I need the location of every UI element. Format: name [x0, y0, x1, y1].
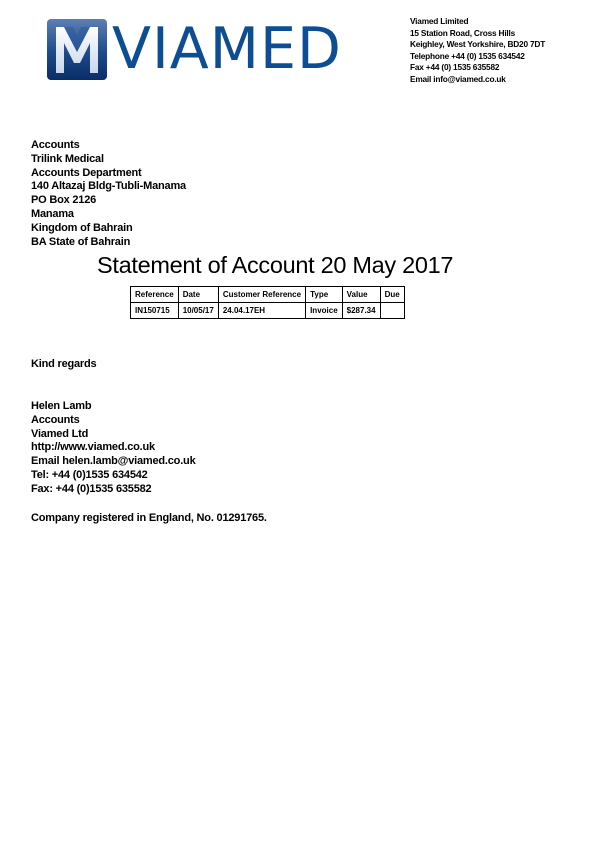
company-address-block — [410, 16, 545, 86]
company-telephone: Telephone +44 (0) 1535 634542 — [410, 50, 525, 61]
table-header-row — [131, 287, 405, 303]
signature-department: Accounts — [31, 413, 80, 426]
signature-name: Helen Lamb — [31, 400, 92, 412]
recipient-line: 140 Altazaj Bldg-Tubli-Manama — [31, 180, 186, 193]
recipient-line: Trilink Medical — [31, 152, 104, 165]
col-reference: Reference — [131, 287, 179, 303]
viamed-logo-mark — [47, 19, 107, 85]
col-type: Type — [306, 287, 343, 303]
recipient-line: Kingdom of Bahrain — [31, 221, 133, 234]
company-fax: Fax +44 (0) 1535 635582 — [410, 62, 500, 73]
signature-website: http://www.viamed.co.uk — [31, 441, 155, 454]
cell-due — [380, 303, 404, 319]
company-email: Email info@viamed.co.uk — [410, 73, 506, 84]
signature-email: Email helen.lamb@viamed.co.uk — [31, 455, 196, 468]
recipient-line: Accounts Department — [31, 166, 142, 179]
statement-table — [130, 286, 405, 319]
company-name: Viamed Limited — [410, 16, 469, 26]
col-customer-reference: Customer Reference — [218, 287, 305, 303]
signature-block — [31, 400, 196, 497]
col-due: Due — [380, 287, 404, 303]
recipient-line: Manama — [31, 207, 74, 220]
cell-value: $287.34 — [342, 303, 380, 319]
cell-date: 10/05/17 — [178, 303, 218, 319]
signature-telephone: Tel: +44 (0)1535 634542 — [31, 468, 148, 481]
closing-text: Kind regards — [31, 358, 97, 370]
cell-customer-reference: 24.04.17EH — [218, 303, 305, 319]
col-date: Date — [178, 287, 218, 303]
statement-title: Statement of Account 20 May 2017 — [97, 252, 454, 278]
recipient-line: PO Box 2126 — [31, 194, 97, 207]
signature-company: Viamed Ltd — [31, 427, 89, 440]
viamed-logo-text: VIAMED — [112, 16, 342, 82]
recipient-line: Accounts — [31, 139, 80, 151]
col-value: Value — [342, 287, 380, 303]
company-town: Keighley, West Yorkshire, BD20 7DT — [410, 39, 546, 50]
cell-reference: IN150715 — [131, 303, 179, 319]
recipient-address-block — [31, 139, 186, 249]
signature-fax: Fax: +44 (0)1535 635582 — [31, 482, 152, 495]
cell-type: Invoice — [306, 303, 343, 319]
table-row — [131, 303, 405, 319]
recipient-line: BA State of Bahrain — [31, 235, 131, 248]
company-street: 15 Station Road, Cross Hills — [410, 27, 516, 38]
company-registration: Company registered in England, No. 01291765. — [31, 512, 267, 524]
